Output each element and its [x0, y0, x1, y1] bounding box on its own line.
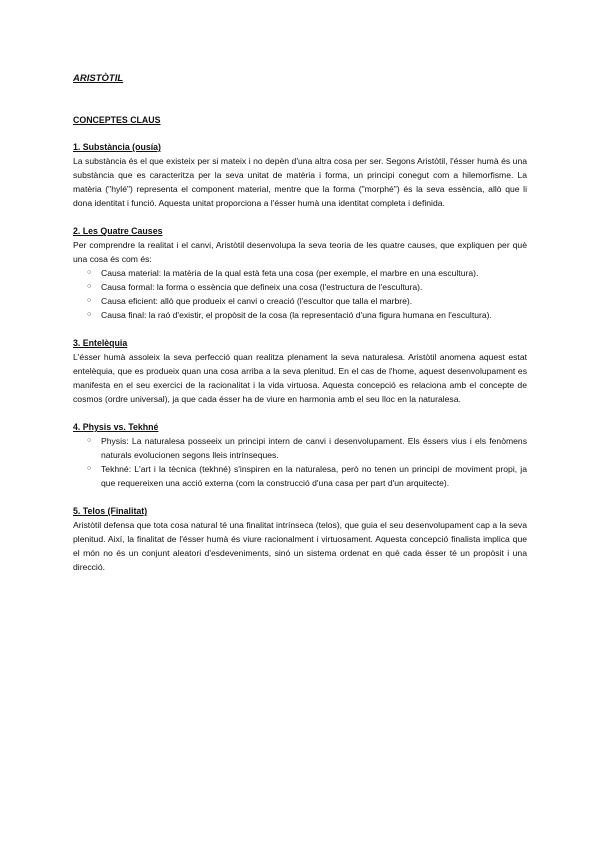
section-heading: 3. Entelèquia — [73, 338, 128, 348]
list-item: ○ Causa eficient: allò que produeix el canvi o creació (l'escultor que talla el marbre). — [101, 294, 527, 308]
section-physis-tekhne — [73, 420, 527, 490]
section-heading: 1. Substància (ousía) — [73, 142, 161, 152]
list-item: ○ Physis: La naturalesa posseeix un principi intern de canvi i desenvolupament. Els éssers vius i els fenòmens naturals evolucionen segons lleis intrínseques. — [101, 434, 527, 462]
section-substancia — [73, 140, 527, 210]
list-item: ○ Causa final: la raó d'existir, el propòsit de la cosa (la representació d'una figura humana en l'escultura). — [101, 308, 527, 322]
section-quatre-causes — [73, 224, 527, 322]
section-entelequia — [73, 336, 527, 406]
document-body — [73, 140, 527, 588]
bullet-list — [73, 434, 527, 490]
section-paragraph: L'ésser humà assoleix la seva perfecció quan realitza plenament la seva naturalesa. Aristòtil anomena aquest estat entelèquia, que es produeix quan una cosa arriba a la seva plenitud. En el cas de l'home, aquest desenvolupament es manifesta en el seu exercici de la racionalitat i la vida virtuosa. Aquesta concepció es relaciona amb el concepte de cosmos (ordre universal), ja que cada ésser ha de viure en harmonia amb el seu lloc en la naturalesa. — [73, 352, 527, 404]
section-paragraph: Per comprendre la realitat i el canvi, Aristòtil desenvolupa la seva teoria de les quatre causes, que expliquen per què una cosa és com és: — [73, 240, 527, 264]
section-paragraph: Aristòtil defensa que tota cosa natural té una finalitat intrínseca (telos), que guia el seu desenvolupament cap a la seva plenitud. Així, la finalitat de l'ésser humà és viure racionalment i virtuosament. Aquesta concepció finalista implica que el món no és un conjunt aleatori d'esdeveniments, sinó un sistema ordenat en què cada ésser té un propòsit i una direcció. — [73, 520, 527, 572]
list-item: ○ Tekhné: L'art i la tècnica (tekhné) s'inspiren en la naturalesa, però no tenen un principi de moviment propi, ja que requereixen una acció externa (com la construcció d'una casa per part d'un arquitecte). — [101, 462, 527, 490]
section-heading: 5. Telos (Finalitat) — [73, 506, 148, 516]
document-title: ARISTÒTIL — [73, 73, 124, 84]
list-item: ○ Causa material: la matèria de la qual està feta una cosa (per exemple, el marbre en una escultura). — [101, 266, 527, 280]
list-item: ○ Causa formal: la forma o essència que defineix una cosa (l'estructura de l'escultura). — [101, 280, 527, 294]
section-heading: 4. Physis vs. Tekhné — [73, 422, 159, 432]
section-heading: 2. Les Quatre Causes — [73, 226, 163, 236]
section-paragraph: La substància és el que existeix per si mateix i no depèn d'una altra cosa per ser. Segons Aristòtil, l'ésser humà és una substància que es caracteritza per la seva unitat de matèria i forma, un principi conegut com a hilemorfisme. La matèria ("hylé") representa el component material, mentre que la forma ("morphé") és la seva essència, allò que li dona identitat i funció. Aquesta unitat proporciona a l'ésser humà una identitat completa i definida. — [73, 156, 527, 208]
bullet-list — [73, 266, 527, 322]
section-label: CONCEPTES CLAUS — [73, 115, 161, 125]
section-telos — [73, 504, 527, 574]
